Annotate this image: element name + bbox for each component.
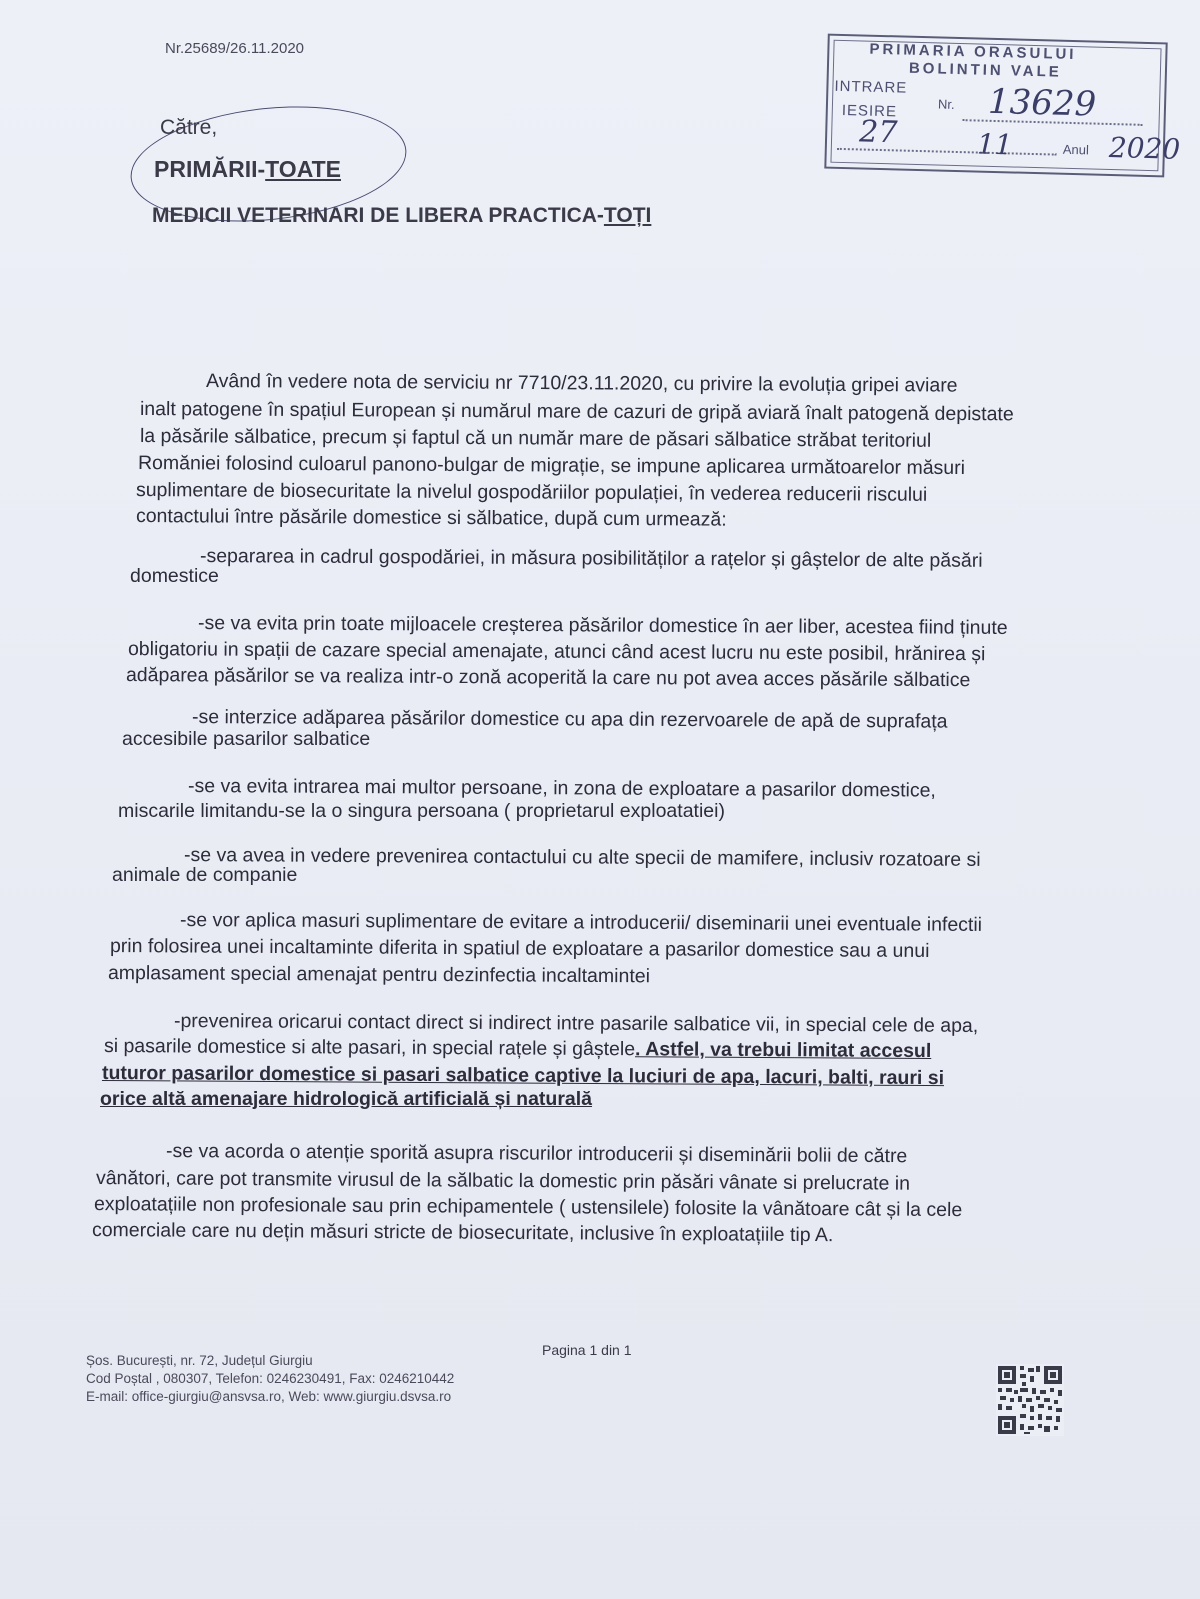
body-line: prin folosirea unei incaltaminte diferita in spatiul de exploatare a pasarilor domestice sau a unui [109, 935, 930, 963]
stamp-nr-label: Nr. [937, 96, 955, 112]
addressee-vets-prefix: MEDICII VETERINARI DE LIBERA PRACTICA- [152, 204, 604, 227]
registration-stamp [824, 34, 1181, 178]
addressee-primarii [154, 156, 341, 183]
footer-address: Șos. București, nr. 72, Județul Giurgiu [86, 1353, 313, 1368]
body-line: exploatațiile non profesionale sau prin echipamentele ( ustensilele) folosite la vânătoare cât și la cele [93, 1193, 963, 1222]
body-line: -se va evita intrarea mai multor persoane, in zona de exploatare a pasarilor domestice, [187, 775, 936, 802]
body-line-plain: si pasarile domestice si alte pasari, in special rațele și gâștele [103, 1035, 636, 1061]
body-line: -se va acorda o atenție sporită asupra riscurilor introducerii și diseminării bolii de către [165, 1140, 908, 1168]
body-line: accesibile pasarilor salbatice [122, 728, 371, 750]
body-line: Romăniei folosind culoarul panono-bulgar de migrație, se impune aplicarea următoarelor măsuri [137, 452, 966, 480]
body-line [104, 1035, 931, 1063]
stamp-nr-value: 13629 [987, 81, 1097, 125]
page-number: Pagina 1 din 1 [542, 1342, 632, 1358]
registration-number: Nr.25689/26.11.2020 [165, 40, 305, 57]
footer-contact: Cod Poștal , 080307, Telefon: 0246230491, Fax: 0246210442 [86, 1371, 455, 1386]
body-line: -separarea in cadrul gospodăriei, in măsura posibilităților a rațelor și gâștelor de alte păsări [199, 545, 983, 572]
body-line: comerciale care nu dețin măsuri stricte de biosecuritate, inclusive în exploatațiile tip A. [91, 1219, 834, 1247]
body-line: Având în vedere nota de serviciu nr 7710/23.11.2020, cu privire la evoluția gripei aviare [205, 370, 958, 397]
body-line-emphasis: . Astfel, va trebui limitat accesul [635, 1038, 932, 1063]
body-line: amplasament special amenajat pentru dezinfectia incaltamintei [107, 962, 651, 988]
body-line: suplimentare de biosecuritate la nivelul gospodăriilor populației, în vederea reducerii riscului [135, 479, 928, 506]
stamp-town: BOLINTIN VALE [908, 59, 1063, 81]
body-line: contactului între păsările domestice si sălbatice, după cum urmează: [135, 505, 727, 531]
body-line: inalt patogene în spațiul European și numărul mare de cazuri de gripă aviară înalt patogenă depistate [139, 398, 1014, 426]
body-line: adăparea păsărilor se va realiza intr-o zonă acoperită la care nu pot avea acces păsările sălbatice [125, 664, 971, 692]
stamp-day: 27 [858, 114, 898, 151]
body-line: -se interzice adăparea păsărilor domestice cu apa din rezervoarele de apă de suprafața [191, 706, 948, 733]
addressee-vets [152, 204, 651, 228]
stamp-institution: PRIMARIA ORASULUI [869, 40, 1077, 64]
body-line: miscarile limitandu-se la o singura persoana ( proprietarul exploatatiei) [118, 800, 725, 822]
footer-web: E-mail: office-giurgiu@ansvsa.ro, Web: www.giurgiu.dsvsa.ro [86, 1389, 452, 1404]
addressee-primarii-prefix: PRIMĂRII- [154, 156, 266, 182]
stamp-month: 11 [976, 127, 1014, 162]
addressee-primarii-underlined: TOATE [265, 156, 341, 182]
body-line: -se va avea in vedere prevenirea contactului cu alte specii de mamifere, inclusiv rozatoare si [183, 844, 981, 871]
footer-address-block [86, 1352, 454, 1406]
body-line: -se va evita prin toate mijloacele creșterea păsărilor domestice în aer liber, acestea fiind ținute [197, 612, 1008, 639]
qr-code-icon [996, 1364, 1064, 1436]
stamp-intrare-label: INTRARE [834, 77, 908, 97]
body-line: -prevenirea oricarui contact direct si indirect intre pasarile salbatice vii, in special cele de apa, [173, 1010, 979, 1037]
stamp-iesire-label: IESIRE [841, 101, 898, 121]
to-label: Către, [160, 116, 218, 139]
body-line: la păsările sălbatice, precum și faptul că un număr mare de păsari sălbatice străbat teritoriul [139, 425, 932, 452]
stamp-year: 2020 [1108, 130, 1181, 166]
addressee-vets-underlined: TOȚI [603, 204, 652, 227]
body-line: -se vor aplica masuri suplimentare de evitare a introducerii/ diseminarii unei eventuale infectii [179, 909, 983, 936]
body-line: domestice [130, 565, 219, 587]
body-line-emphasis: tuturor pasarilor domestice si pasari salbatice captive la luciuri de apa, lacuri, balti, rauri si [101, 1062, 945, 1090]
body-line-emphasis: orice altă amenajare hidrologică artificială și naturală [100, 1088, 593, 1110]
stamp-year-label: Anul [1062, 141, 1090, 158]
body-line: obligatoriu in spații de cazare special amenajate, atunci când acest lucru nu este posibil, hrănirea și [127, 638, 986, 666]
body-line: animale de companie [112, 864, 298, 886]
body-line: vânători, care pot transmite virusul de la sălbatic la domestic prin păsări vânate si prelucrate in [95, 1167, 911, 1195]
